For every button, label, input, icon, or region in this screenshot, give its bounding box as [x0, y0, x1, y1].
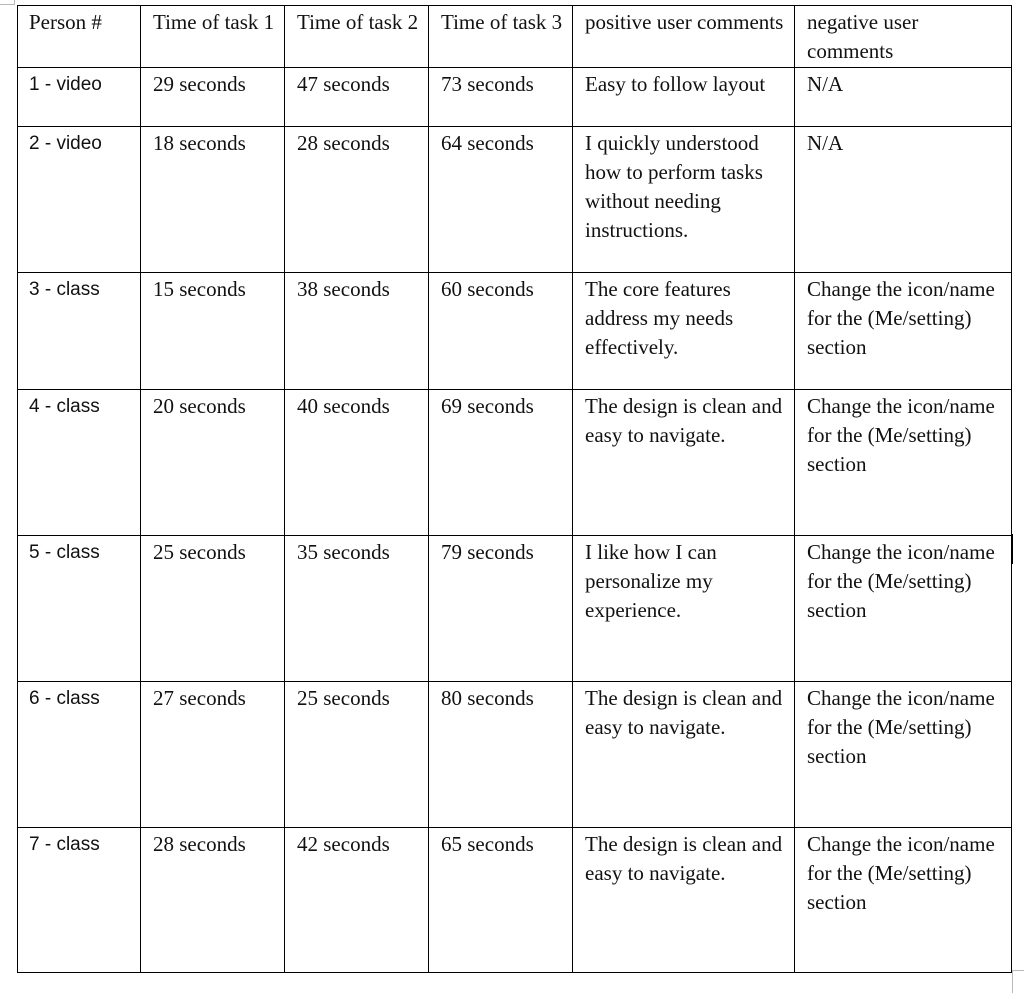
table-row — [18, 536, 1012, 682]
cell-person[interactable]: 5 - class — [18, 536, 141, 682]
header-cell-task-1[interactable]: Time of task 1 — [141, 6, 285, 68]
cell-task-1-time[interactable]: 28 seconds — [141, 828, 285, 973]
cell-task-2-time[interactable]: 38 seconds — [285, 273, 429, 390]
cell-negative-comment[interactable]: N/A — [795, 127, 1012, 273]
cell-person[interactable]: 6 - class — [18, 682, 141, 828]
cell-positive-comment[interactable]: The design is clean and easy to navigate. — [573, 390, 795, 536]
cell-task-1-time[interactable]: 20 seconds — [141, 390, 285, 536]
header-cell-person[interactable]: Person # — [18, 6, 141, 68]
cell-task-3-time[interactable]: 65 seconds — [429, 828, 573, 973]
header-cell-task-3[interactable]: Time of task 3 — [429, 6, 573, 68]
cell-positive-comment[interactable]: The core features address my needs effectively. — [573, 273, 795, 390]
cell-task-2-time[interactable]: 42 seconds — [285, 828, 429, 973]
cell-person[interactable]: 1 - video — [18, 68, 141, 127]
cell-task-3-time[interactable]: 64 seconds — [429, 127, 573, 273]
cell-task-3-time[interactable]: 60 seconds — [429, 273, 573, 390]
cell-task-3-time[interactable]: 69 seconds — [429, 390, 573, 536]
cell-positive-comment[interactable]: The design is clean and easy to navigate. — [573, 682, 795, 828]
cell-person[interactable]: 7 - class — [18, 828, 141, 973]
cell-negative-comment[interactable]: N/A — [795, 68, 1012, 127]
cell-person[interactable]: 4 - class — [18, 390, 141, 536]
cell-positive-comment[interactable]: I quickly understood how to perform tasks without needing instructions. — [573, 127, 795, 273]
cell-negative-comment[interactable]: Change the icon/name for the (Me/setting) section — [795, 828, 1012, 973]
header-cell-task-2[interactable]: Time of task 2 — [285, 6, 429, 68]
table-row — [18, 273, 1012, 390]
cell-task-3-time[interactable]: 80 seconds — [429, 682, 573, 828]
cell-task-3-time[interactable]: 73 seconds — [429, 68, 573, 127]
cell-negative-comment[interactable]: Change the icon/name for the (Me/setting) section — [795, 390, 1012, 536]
cell-task-1-time[interactable]: 27 seconds — [141, 682, 285, 828]
cell-negative-comment[interactable]: Change the icon/name for the (Me/setting) section — [795, 536, 1012, 682]
cell-task-1-time[interactable]: 25 seconds — [141, 536, 285, 682]
cell-person[interactable]: 2 - video — [18, 127, 141, 273]
table-row — [18, 68, 1012, 127]
table-row — [18, 127, 1012, 273]
table-row — [18, 390, 1012, 536]
table-row — [18, 828, 1012, 973]
cell-positive-comment[interactable]: I like how I can personalize my experience. — [573, 536, 795, 682]
cell-task-2-time[interactable]: 28 seconds — [285, 127, 429, 273]
cell-negative-comment[interactable]: Change the icon/name for the (Me/setting) section — [795, 273, 1012, 390]
cell-task-1-time[interactable]: 18 seconds — [141, 127, 285, 273]
cell-task-2-time[interactable]: 35 seconds — [285, 536, 429, 682]
cell-task-2-time[interactable]: 40 seconds — [285, 390, 429, 536]
cell-negative-comment[interactable]: Change the icon/name for the (Me/setting) section — [795, 682, 1012, 828]
header-cell-positive-comments[interactable]: positive user comments — [573, 6, 795, 68]
header-cell-negative-comments[interactable]: negative user comments — [795, 6, 1012, 68]
page-corner-marker-top-left — [0, 0, 15, 5]
cell-task-2-time[interactable]: 25 seconds — [285, 682, 429, 828]
usability-results-table — [17, 5, 1012, 973]
cell-positive-comment[interactable]: The design is clean and easy to navigate. — [573, 828, 795, 973]
cell-task-1-time[interactable]: 29 seconds — [141, 68, 285, 127]
cell-person[interactable]: 3 - class — [18, 273, 141, 390]
table-header-row — [18, 6, 1012, 68]
cell-task-3-time[interactable]: 79 seconds — [429, 536, 573, 682]
cell-task-2-time[interactable]: 47 seconds — [285, 68, 429, 127]
cell-positive-comment[interactable]: Easy to follow layout — [573, 68, 795, 127]
cell-task-1-time[interactable]: 15 seconds — [141, 273, 285, 390]
table-row — [18, 682, 1012, 828]
